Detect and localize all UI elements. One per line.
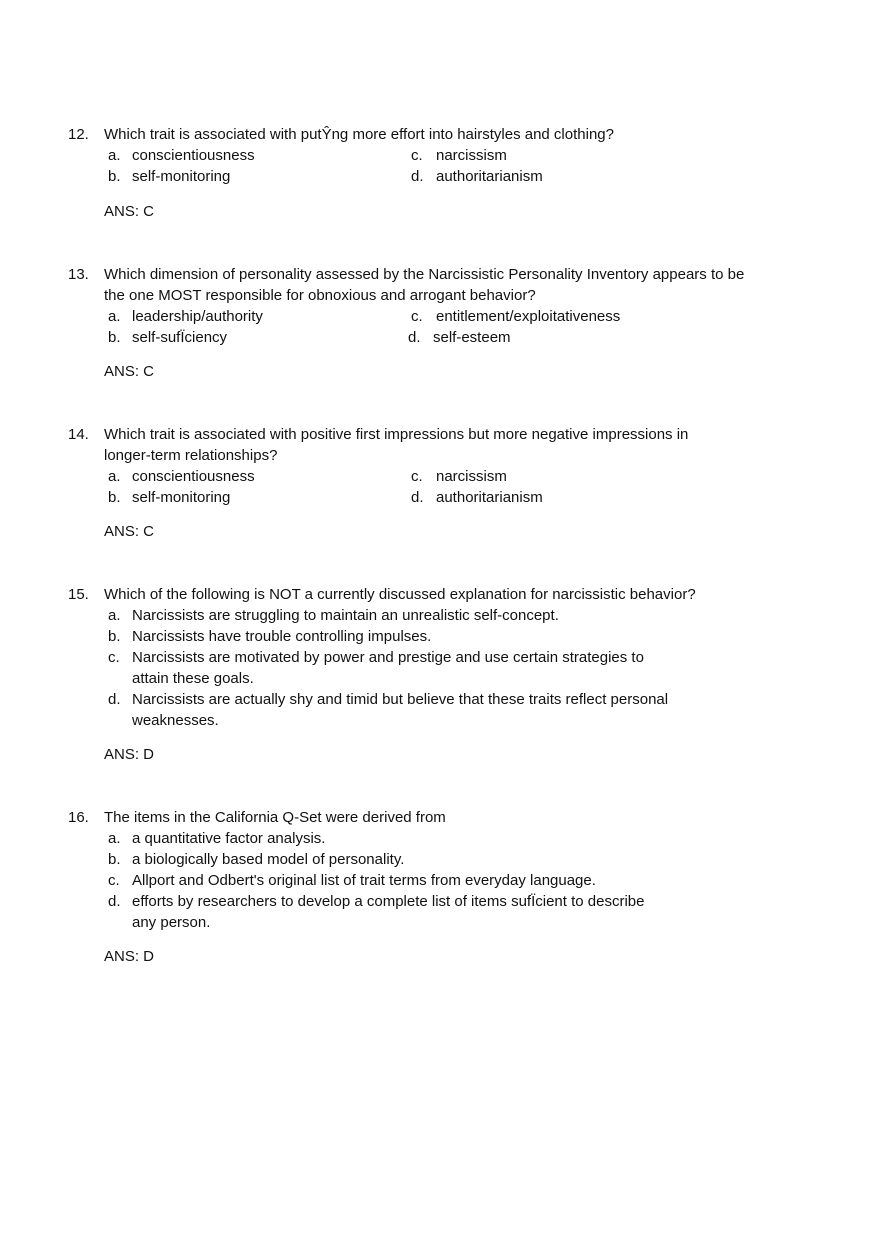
question-14 xyxy=(68,424,808,508)
option-b: a biologically based model of personality. xyxy=(132,851,405,868)
option-letter-c: c. xyxy=(411,308,423,325)
option-letter-c: c. xyxy=(108,872,120,889)
option-letter-b: b. xyxy=(108,168,121,185)
option-row-d xyxy=(68,689,808,710)
option-letter-d: d. xyxy=(411,168,424,185)
option-row-b xyxy=(68,849,808,870)
question-text: Which dimension of personality assessed by the Narcissistic Personality Inventory appears to be xyxy=(104,266,745,283)
options-row xyxy=(68,487,808,508)
option-letter-b: b. xyxy=(108,329,121,346)
option-letter-a: a. xyxy=(108,147,121,164)
answer-14: ANS: C xyxy=(104,523,155,540)
question-stem xyxy=(68,124,808,145)
option-b: self-monitoring xyxy=(132,489,231,506)
answer-block xyxy=(68,361,808,382)
option-d: authoritarianism xyxy=(436,168,543,185)
answer-12: ANS: C xyxy=(104,203,155,220)
answer-block xyxy=(68,946,808,967)
option-b: self-sufÏciency xyxy=(132,329,228,346)
question-text: Which trait is associated with putŶng more effort into hairstyles and clothing? xyxy=(104,126,614,143)
question-number: 12. xyxy=(68,126,89,143)
option-d: efforts by researchers to develop a complete list of items sufÏcient to describe xyxy=(132,893,645,910)
question-number: 13. xyxy=(68,266,89,283)
question-stem xyxy=(68,584,808,605)
option-a: leadership/authority xyxy=(132,308,263,325)
question-16 xyxy=(68,807,808,933)
question-12 xyxy=(68,124,808,187)
answer-block xyxy=(68,201,808,222)
question-number: 14. xyxy=(68,426,89,443)
option-letter-d: d. xyxy=(108,893,121,910)
option-row-a xyxy=(68,605,808,626)
question-text: the one MOST responsible for obnoxious and arrogant behavior? xyxy=(104,287,536,304)
option-letter-a: a. xyxy=(108,830,121,847)
option-letter-a: a. xyxy=(108,607,121,624)
options-row xyxy=(68,466,808,487)
options-row xyxy=(68,327,808,348)
option-row-c-continued xyxy=(68,668,808,689)
question-stem-continued xyxy=(68,445,808,466)
option-a: conscientiousness xyxy=(132,147,255,164)
option-letter-c: c. xyxy=(411,147,423,164)
option-letter-b: b. xyxy=(108,628,121,645)
option-letter-a: a. xyxy=(108,308,121,325)
option-row-c xyxy=(68,870,808,891)
option-letter-b: b. xyxy=(108,851,121,868)
question-15 xyxy=(68,584,808,731)
option-a: a quantitative factor analysis. xyxy=(132,830,326,847)
option-letter-b: b. xyxy=(108,489,121,506)
option-letter-d: d. xyxy=(411,489,424,506)
question-stem xyxy=(68,264,808,285)
option-d: Narcissists are actually shy and timid but believe that these traits reflect personal xyxy=(132,691,669,708)
question-text: Which trait is associated with positive first impressions but more negative impressions in xyxy=(104,426,689,443)
option-letter-c: c. xyxy=(411,468,423,485)
option-c-continued: attain these goals. xyxy=(132,670,254,687)
option-letter-a: a. xyxy=(108,468,121,485)
option-letter-d: d. xyxy=(108,691,121,708)
answer-block xyxy=(68,744,808,765)
option-d: self-esteem xyxy=(433,329,511,346)
option-row-d-continued xyxy=(68,710,808,731)
question-stem-continued xyxy=(68,285,808,306)
question-number: 15. xyxy=(68,586,89,603)
answer-13: ANS: C xyxy=(104,363,155,380)
option-a: Narcissists are struggling to maintain an unrealistic self-concept. xyxy=(132,607,559,624)
option-c: narcissism xyxy=(436,468,507,485)
option-row-a xyxy=(68,828,808,849)
option-b: Narcissists have trouble controlling impulses. xyxy=(132,628,432,645)
option-row-c xyxy=(68,647,808,668)
option-row-d-continued xyxy=(68,912,808,933)
option-b: self-monitoring xyxy=(132,168,231,185)
option-d-continued: any person. xyxy=(132,914,211,931)
option-c: narcissism xyxy=(436,147,507,164)
option-a: conscientiousness xyxy=(132,468,255,485)
option-c: Allport and Odbert's original list of trait terms from everyday language. xyxy=(132,872,596,889)
question-text: longer-term relationships? xyxy=(104,447,278,464)
question-number: 16. xyxy=(68,809,89,826)
question-stem xyxy=(68,807,808,828)
option-c: entitlement/exploitativeness xyxy=(436,308,621,325)
answer-15: ANS: D xyxy=(104,746,155,763)
option-row-d xyxy=(68,891,808,912)
options-row xyxy=(68,306,808,327)
answer-block xyxy=(68,521,808,542)
question-stem xyxy=(68,424,808,445)
question-text: Which of the following is NOT a currently discussed explanation for narcissistic behavior? xyxy=(104,586,696,603)
option-d: authoritarianism xyxy=(436,489,543,506)
option-d-continued: weaknesses. xyxy=(132,712,219,729)
answer-16: ANS: D xyxy=(104,948,155,965)
options-row xyxy=(68,145,808,166)
option-c: Narcissists are motivated by power and prestige and use certain strategies to xyxy=(132,649,644,666)
question-text: The items in the California Q-Set were derived from xyxy=(104,809,446,826)
option-letter-d: d. xyxy=(408,329,421,346)
question-13 xyxy=(68,264,808,348)
option-row-b xyxy=(68,626,808,647)
options-row xyxy=(68,166,808,187)
option-letter-c: c. xyxy=(108,649,120,666)
